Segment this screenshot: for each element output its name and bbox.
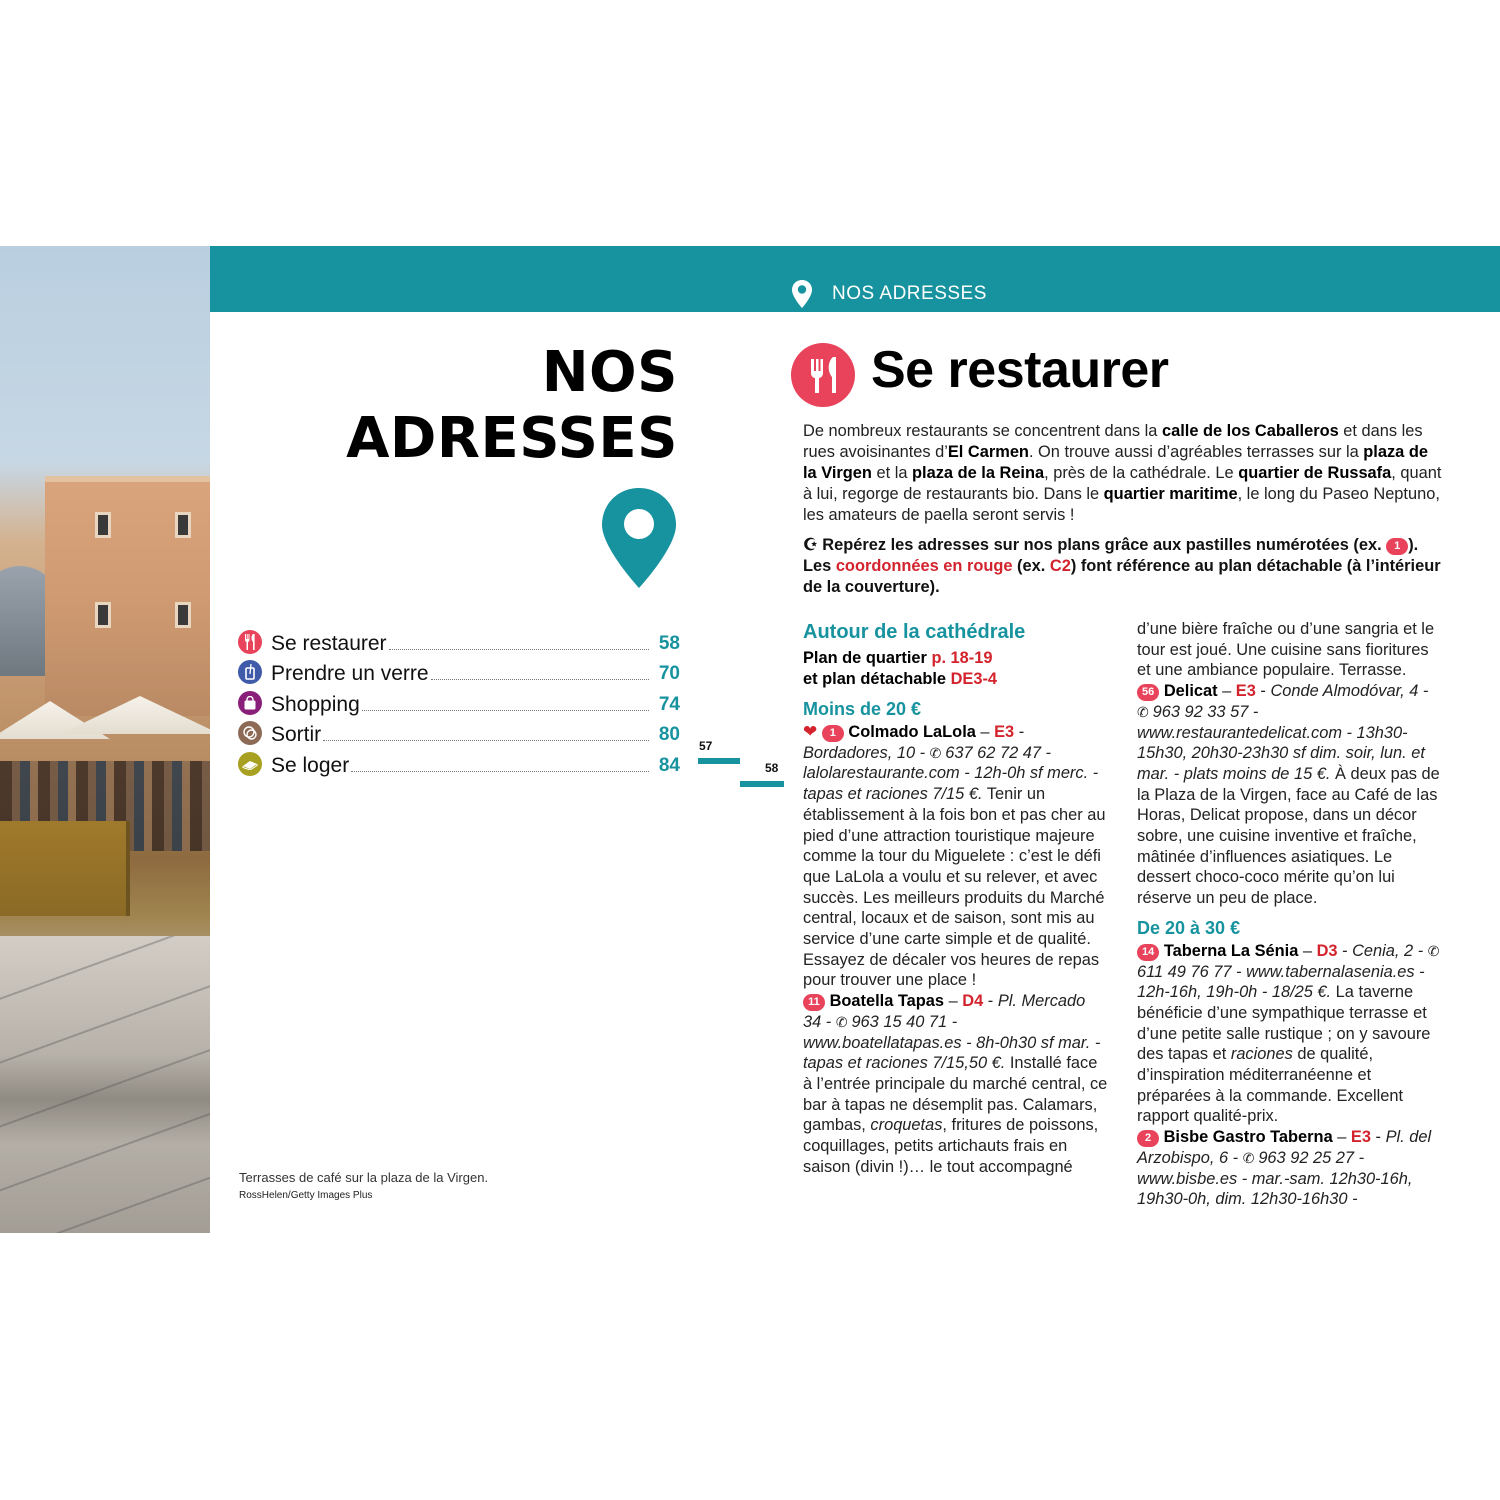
toc-label: Sortir — [271, 723, 322, 746]
toc-item-shopping[interactable] — [238, 687, 680, 718]
toc-item-se-restaurer[interactable] — [238, 626, 680, 657]
area-heading: Autour de la cathédrale — [803, 621, 1026, 643]
photo-fence — [0, 821, 130, 916]
heart-favorite-icon: ❤ — [803, 722, 818, 741]
restaurant-entry-continuation: d’une bière fraîche ou d’une sangria et le tour est joué. Une cuisine sans fioritures et une ambiance populaire. Terrasse. — [1137, 620, 1435, 680]
restaurant-entry-boatella-tapas: 11 Boatella Tapas – D4 - Pl. Mercado 34 - ✆ 963 15 40 71 - www.boatellatapas.es - 8h-0h30 sf mar. - tapas et raciones 7/15,50 €. Installé face à l’entrée principale du marché central, ce bar à tapas ne désemplit pas. Calamars, gambas, croquetas, fritures de poissons, coquillages, petits artichauts frais en saison (divin !)… le tout accompagné — [803, 992, 1108, 1176]
section-header-band — [740, 246, 1500, 312]
restaurant-entry-delicat: 56 Delicat – E3 - Conde Almodóvar, 4 - ✆ 963 92 33 57 - www.restaurantedelicat.com - 13h30-15h30, 20h30-23h30 sf dim. soir, lun. et mar. - plats moins de 15 €. À deux pas de la Plaza de la Virgen, face au Café de las Horas, Delicat propose, dans un décor sobre, une cuisine inventive et fraîche, mâtinée d’influences asiatiques. Le dessert choco-coco mérite qu’on lui réserve un peu de place. — [1137, 682, 1440, 908]
arrow-tip-icon: ☪︎ — [803, 536, 818, 554]
restaurant-name: Boatella Tapas — [829, 992, 945, 1011]
map-reference-note: ☪︎ Repérez les adresses sur nos plans grâce aux pastilles numérotées (ex. 1 ). Les coordonnées en rouge (ex. C2) font référence au plan détachable (à l’intérieur de la couverture). — [803, 536, 1441, 596]
pastille-badge: 1 — [1386, 538, 1408, 555]
toc-item-se-loger[interactable] — [238, 748, 680, 779]
map-pin-icon — [791, 279, 813, 309]
plan-reference: Plan de quartier p. 18-19 et plan détachable DE3-4 — [803, 649, 998, 688]
pastille-badge: 2 — [1137, 1130, 1159, 1147]
restaurant-name: Delicat — [1163, 682, 1218, 701]
toc-leader-dots — [389, 649, 649, 650]
title-line-2: ADRESSES — [346, 406, 678, 471]
toc-label: Se restaurer — [271, 631, 387, 655]
restaurant-entry-colmado-lalola: ❤ 1 Colmado LaLola – E3 - Bordadores, 10 - ✆ 637 62 72 47 - lalolarestaurante.com - 12h-0h sf merc. - tapas et raciones 7/15 €. Tenir un établissement à la fois bon et pas cher au pied d’une attraction touristique majeure comme la tour du Miguelete : c’est le défi que LaLola a voulu et su relever, et avec succès. Les meilleurs produits du Marché central, locaux et de saison, sont mis au service d’une carte simple et de qualité. Essayez de décaler vos heures de repas pour trouver une place ! — [803, 722, 1106, 990]
map-pin-icon — [600, 486, 678, 590]
toc-page-number: 84 — [658, 754, 680, 776]
mask-icon — [238, 721, 262, 745]
toc-leader-dots — [351, 771, 649, 772]
toc-leader-dots — [323, 740, 649, 741]
page-title — [346, 340, 678, 472]
section-header-label: NOS ADRESSES — [832, 283, 987, 304]
map-coordinate: E3 — [1350, 1128, 1371, 1147]
map-coordinate: D4 — [962, 992, 984, 1011]
restaurant-name: Colmado LaLola — [848, 723, 976, 741]
toc-leader-dots — [431, 679, 649, 680]
restaurant-entry-taberna-la-senia: 14 Taberna La Sénia – D3 - Cenia, 2 - ✆ 611 49 76 77 - www.tabernalasenia.es - 12h-16h, 19h-0h - 18/25 €. La taverne bénéficie d’une sympathique terrasse et d’une petite salle rustique ; on y savoure des tapas et raciones de qualité, d’inspiration méditerranéenne et préparées à la commande. Excellent rapport qualité-prix. — [1137, 941, 1440, 1126]
pastille-badge: 11 — [803, 994, 825, 1011]
pastille-badge: 56 — [1137, 684, 1159, 701]
toc-page-number: 70 — [658, 663, 680, 684]
phone-icon: ✆ — [1242, 1149, 1259, 1166]
page-number-right: 58 — [765, 761, 779, 775]
phone-icon: ✆ — [1137, 703, 1153, 720]
fork-knife-icon — [238, 630, 262, 654]
map-coordinate: E3 — [1235, 682, 1256, 701]
column-left — [803, 618, 1108, 1177]
toc-leader-dots — [362, 710, 649, 711]
title-line-1: NOS — [541, 340, 678, 405]
fork-knife-icon — [791, 343, 855, 407]
price-group-heading: De 20 à 30 € — [1137, 917, 1241, 938]
restaurant-entry-bisbe-gastro-taberna: 2 Bisbe Gastro Taberna – E3 - Pl. del Arzobispo, 6 - ✆ 963 92 25 27 - www.bisbe.es - mar.-sam. 12h30-16h, 19h30-0h, dim. 12h30-16h30 - — [1137, 1128, 1432, 1209]
toc-page-number: 58 — [658, 632, 680, 654]
phone-icon: ✆ — [835, 1013, 852, 1030]
photo-caption: Terrasses de café sur la plaza de la Virgen. — [239, 1170, 489, 1185]
photo-pavement — [0, 936, 210, 1233]
map-coordinate: E3 — [994, 723, 1015, 741]
toc-item-prendre-un-verre[interactable] — [238, 657, 680, 688]
toc-label: Se loger — [271, 753, 350, 777]
restaurant-name: Bisbe Gastro Taberna — [1163, 1128, 1333, 1147]
toc-item-sortir[interactable] — [238, 718, 680, 749]
intro-paragraph: De nombreux restaurants se concentrent dans la calle de los Caballeros et dans les rues avoisinantes d’El Carmen. On trouve aussi d’agréables terrasses sur la plaza de la Virgen et la plaza de la Reina, près de la cathédrale. Le quartier de Russafa, quant à lui, regorge de restaurants bio. Dans le quartier maritime, le long du Paseo Neptuno, les amateurs de paella seront servis ! — [803, 422, 1442, 524]
toc-label: Prendre un verre — [271, 662, 429, 685]
pastille-badge: 14 — [1137, 944, 1159, 961]
section-title: Se restaurer — [871, 341, 1169, 399]
page-number-bar-right — [740, 781, 784, 787]
bed-icon — [238, 752, 262, 776]
shopping-bag-icon — [238, 691, 262, 715]
table-of-contents — [238, 626, 680, 779]
column-right — [1137, 619, 1442, 1210]
toc-page-number: 74 — [658, 693, 680, 715]
page-number-bar-left — [698, 758, 740, 764]
page-number-left: 57 — [699, 739, 713, 753]
toc-page-number: 80 — [658, 724, 680, 745]
phone-icon: ✆ — [929, 744, 946, 761]
toc-label: Shopping — [271, 692, 360, 716]
price-group-heading: Moins de 20 € — [803, 699, 922, 719]
left-header-band — [210, 246, 740, 312]
drink-glass-icon — [238, 660, 262, 684]
map-coordinate: D3 — [1316, 941, 1338, 960]
restaurant-name: Taberna La Sénia — [1163, 941, 1299, 960]
pastille-badge: 1 — [822, 725, 844, 742]
phone-icon: ✆ — [1427, 942, 1440, 959]
photo-building — [45, 476, 210, 716]
cafe-terrace-photo — [0, 246, 210, 1233]
photo-credit: RossHelen/Getty Images Plus — [239, 1190, 373, 1201]
